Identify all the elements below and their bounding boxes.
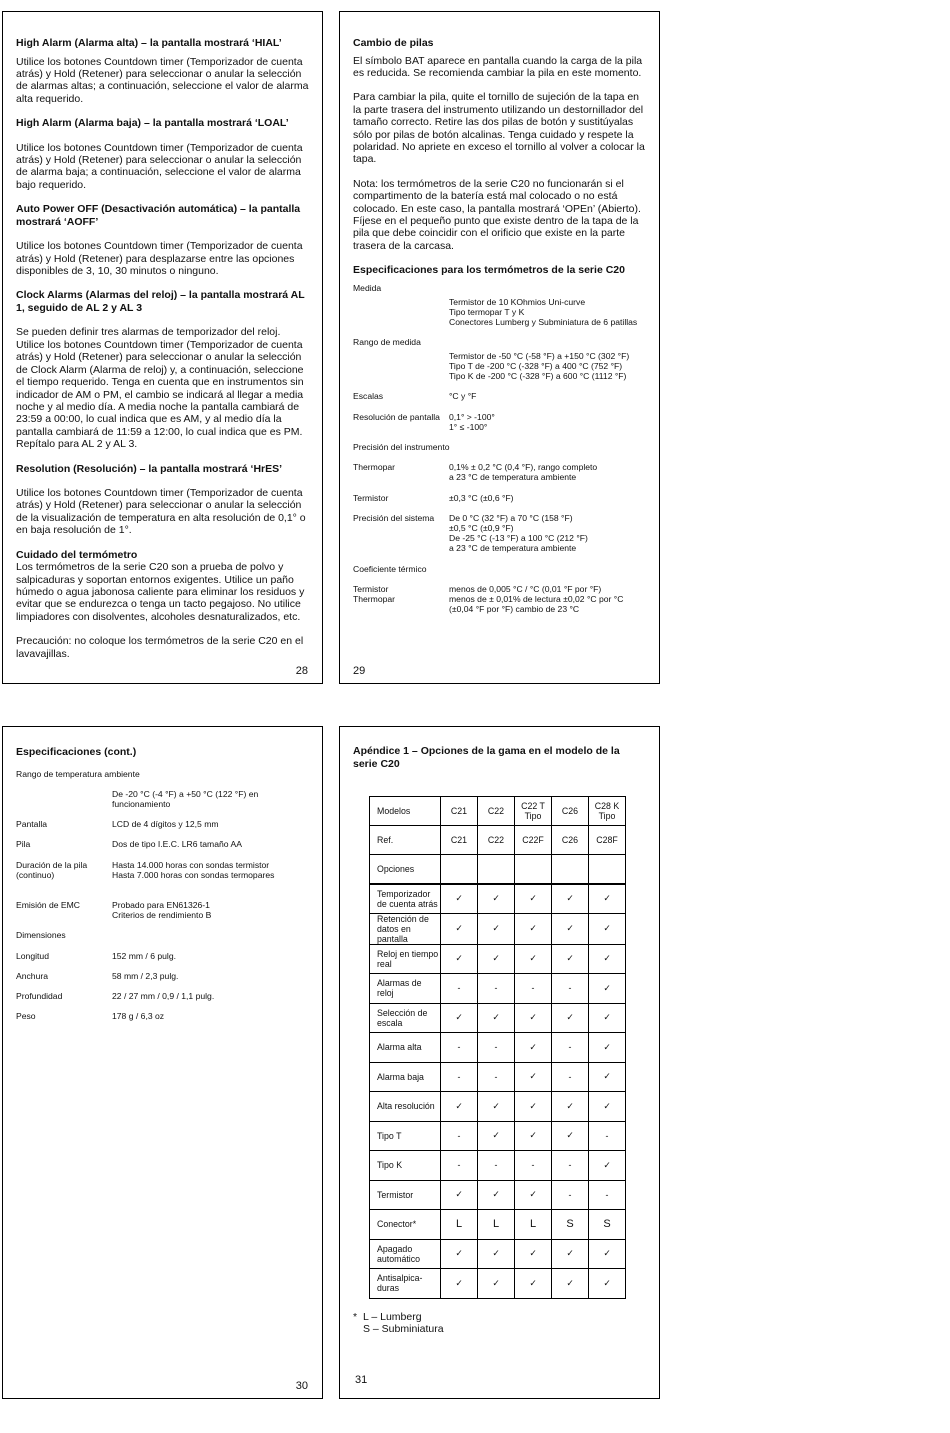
option-value: - [589, 1121, 626, 1151]
model-cell: C21 [441, 797, 478, 826]
options-table [369, 796, 626, 1299]
care-body: Los termómetros de la serie C20 son a prueba de polvo y salpicaduras y soportan entornos exigentes. Utilice un paño húmedo o agua jabonosa caliente para eliminar los residuos y evitar que se endurezca o tenga un tacto pegajoso. No utilice limpiadores con disolventes, alcoholes desnaturalizados, etc. [16, 561, 305, 623]
option-row [370, 1003, 626, 1033]
option-value: S [552, 1210, 589, 1240]
option-value: ✓ [478, 884, 515, 914]
spec-list [353, 283, 647, 615]
spec-value: menos de ± 0,01% de lectura ±0,02 °C por °C [449, 593, 624, 604]
option-value: - [552, 1180, 589, 1210]
model-cell: C22 [478, 797, 515, 826]
resolution-body: Utilice los botones Countdown timer (Temporizador de cuenta atrás) y Hold (Retener) para seleccionar o anular la selección de la visualización de temperatura en alta resolución de 0,1° o en baja resolución de 1°. [16, 487, 306, 537]
battery-para-3: Nota: los termómetros de la serie C20 no funcionarán si el compartimento de la batería está mal colocado o no está colocado. En este caso, la pantalla mostrará ‘OPEn’ (Abierto). Fíjese en el pequeño punto que existe dentro de la tapa de la pila que debe coincidir con el orificio que existe en la parte trasera de la carcasa. [353, 177, 641, 252]
option-value: ✓ [515, 1092, 552, 1122]
ref-cell: C21 [441, 826, 478, 855]
spec-label: Rango de temperatura ambiente [16, 768, 140, 779]
options-body [370, 884, 626, 1299]
spec-cont-title: Especificaciones (cont.) [16, 746, 137, 758]
ref-cell: C22F [515, 826, 552, 855]
option-value: ✓ [515, 944, 552, 974]
option-name: Tipo K [370, 1151, 441, 1181]
option-value: L [441, 1210, 478, 1240]
spec-value: 1° ≤ -100° [449, 421, 488, 432]
option-value: ✓ [441, 884, 478, 914]
auto-power-off-body: Utilice los botones Countdown timer (Temporizador de cuenta atrás) y Hold (Retener) para desplazarse entre las opciones disponibles de 3, 10, 30 minutos o ninguno. [16, 240, 303, 278]
option-value: L [478, 1210, 515, 1240]
spec-value: Hasta 14.000 horas con sondas termistor [112, 859, 270, 870]
option-value: ✓ [589, 1092, 626, 1122]
page-29-content [353, 37, 647, 614]
spec-label: Thermopar [353, 462, 396, 473]
care-caution: Precaución: no coloque los termómetros de la serie C20 en el lavavajillas. [16, 635, 304, 660]
footnote [353, 1311, 444, 1335]
option-value: - [515, 974, 552, 1004]
spec-value: funcionamiento [112, 798, 171, 809]
option-value: - [589, 1180, 626, 1210]
spec-value: 178 g / 6,3 oz [112, 1011, 165, 1022]
option-value: ✓ [515, 1269, 552, 1299]
option-value: - [552, 1033, 589, 1063]
option-name: Termistor [370, 1180, 441, 1210]
option-value: ✓ [589, 1003, 626, 1033]
option-name: Temporizador de cuenta atrás [370, 884, 441, 914]
option-value: ✓ [589, 1033, 626, 1063]
option-value: ✓ [441, 1180, 478, 1210]
spec-label: Thermopar [353, 593, 396, 604]
option-name: Antisalpica-duras [370, 1269, 441, 1299]
option-name: Apagado automático [370, 1239, 441, 1269]
option-name: Alarma alta [370, 1033, 441, 1063]
option-value: ✓ [552, 1121, 589, 1151]
spec-label: Resolución de pantalla [353, 411, 440, 422]
spec-label: Anchura [16, 970, 49, 981]
option-value: ✓ [552, 1269, 589, 1299]
spec-label: Dimensiones [16, 930, 66, 941]
resolution-title: Resolution (Resolución) – la pantalla mostrará ‘HrES’ [16, 462, 283, 475]
footnote-subminiature: S – Subminiatura [363, 1323, 444, 1335]
option-value: ✓ [589, 1151, 626, 1181]
option-value: - [441, 1151, 478, 1181]
option-name: Alta resolución [370, 1092, 441, 1122]
option-value: - [441, 1062, 478, 1092]
spec-title: Especificaciones para los termómetros de la serie C20 [353, 264, 625, 277]
option-value: - [552, 1151, 589, 1181]
option-value: ✓ [515, 1180, 552, 1210]
spec-value: Conectores Lumberg y Subminiatura de 6 patillas [449, 317, 638, 328]
spec-value: Probado para EN61326-1 [112, 899, 210, 910]
page-29 [339, 11, 660, 684]
option-value: - [515, 1151, 552, 1181]
option-value: ✓ [552, 944, 589, 974]
option-value: ✓ [478, 1180, 515, 1210]
spec-label: Rango de medida [353, 336, 421, 347]
spec-cont-list [16, 769, 310, 1022]
spec-value: De 0 °C (32 °F) a 70 °C (158 °F) [449, 512, 573, 523]
low-alarm-body: Utilice los botones Countdown timer (Temporizador de cuenta atrás) y Hold (Retener) para seleccionar o anular la selección de alarma baja; a continuación, seleccione el valor de alarma bajo requerido. [16, 141, 303, 191]
battery-para-1: El símbolo BAT aparece en pantalla cuando la carga de la pila es reducida. Se recomienda cambiar la pila en este momento. [353, 54, 643, 79]
spec-value: De -20 °C (-4 °F) a +50 °C (122 °F) en [112, 788, 259, 799]
spec-value: Dos de tipo I.E.C. LR6 tamaño AA [112, 839, 242, 850]
spec-value: menos de 0,005 °C / °C (0,01 °F por °F) [449, 583, 602, 594]
spec-value: Hasta 7.000 horas con sondas termopares [112, 869, 275, 880]
spec-label: Peso [16, 1011, 36, 1022]
option-value: S [589, 1210, 626, 1240]
option-value: ✓ [441, 944, 478, 974]
spec-value: Termistor de 10 KOhmios Uni-curve [449, 296, 586, 307]
page-30 [2, 726, 323, 1399]
option-name: Alarmas de reloj [370, 974, 441, 1004]
page-31-content [353, 745, 647, 770]
option-value: ✓ [441, 913, 478, 944]
spec-label: Pantalla [16, 819, 48, 830]
spec-value: Tipo T de -200 °C (-328 °F) a 400 °C (752 °F) [449, 360, 623, 371]
spec-value: 0,1% ± 0,2 °C (0,4 °F), rango completo [449, 462, 598, 473]
spec-label: Coeficiente térmico [353, 563, 427, 574]
option-value: ✓ [478, 1239, 515, 1269]
page-30-content [16, 746, 310, 1021]
option-value: - [478, 1151, 515, 1181]
model-cell: C28 K Tipo [589, 797, 626, 826]
option-row [370, 1210, 626, 1240]
option-value: ✓ [441, 1003, 478, 1033]
spec-label: Pila [16, 839, 31, 850]
clock-alarms-title: Clock Alarms (Alarmas del reloj) – la pantalla mostrará AL 1, seguido de AL 2 y AL 3 [16, 289, 305, 314]
option-row [370, 884, 626, 914]
option-value: ✓ [441, 1092, 478, 1122]
spec-label: Termistor [353, 492, 389, 503]
page-28 [2, 11, 323, 684]
option-name: Retención de datos en pantalla [370, 913, 441, 944]
option-value: - [478, 1062, 515, 1092]
option-value: - [441, 974, 478, 1004]
model-cell: C22 T Tipo [515, 797, 552, 826]
spec-label: Longitud [16, 950, 49, 961]
page-28-content [16, 37, 310, 660]
spec-value: LCD de 4 dígitos y 12,5 mm [112, 819, 219, 830]
spec-label: Precisión del sistema [353, 512, 435, 523]
spec-value: ±0,5 °C (±0,9 °F) [449, 522, 514, 533]
ref-row [370, 826, 626, 855]
ref-header: Ref. [370, 826, 441, 855]
spec-label: Medida [353, 282, 382, 293]
ref-cell: C28F [589, 826, 626, 855]
option-value: ✓ [552, 1003, 589, 1033]
spec-label: Termistor [353, 583, 389, 594]
care-title: Cuidado del termómetro [16, 548, 138, 561]
option-value: - [478, 974, 515, 1004]
option-row [370, 1092, 626, 1122]
options-header: Opciones [370, 855, 441, 884]
option-value: ✓ [552, 1239, 589, 1269]
clock-alarms-body: Se pueden definir tres alarmas de temporizador del reloj. Utilice los botones Countdown timer (Temporizador de cuenta atrás) y Hold (Retener) para seleccionar o anular la selección de Clock Alarm (Alarma de reloj) y, a continuación, seleccione el tiempo requerido. Tenga en cuenta que en instrumentos sin indicador de AM o PM, el cambio se indicará al llegar a media noche y al medio día. A media noche la pantalla cambiará de 23:59 a 00:00, lo cual indica que es AM, y al medio día la pantalla cambiará de 11:59 a 12:00, lo cual indica que es PM. Repítalo para AL 2 y AL 3. [16, 326, 304, 451]
option-name: Tipo T [370, 1121, 441, 1151]
ref-cell: C26 [552, 826, 589, 855]
option-row [370, 1239, 626, 1269]
models-header: Modelos [370, 797, 441, 826]
option-value: ✓ [515, 1062, 552, 1092]
option-name: Selección de escala [370, 1003, 441, 1033]
spec-label: Emisión de EMC [16, 899, 80, 910]
option-name: Alarma baja [370, 1062, 441, 1092]
spec-value: De -25 °C (-13 °F) a 100 °C (212 °F) [449, 533, 588, 544]
option-row [370, 1151, 626, 1181]
option-row [370, 974, 626, 1004]
page-31 [339, 726, 660, 1399]
option-name: Conector* [370, 1210, 441, 1240]
option-row [370, 1121, 626, 1151]
option-value: ✓ [589, 1062, 626, 1092]
battery-title: Cambio de pilas [353, 37, 434, 49]
option-value: ✓ [589, 884, 626, 914]
spec-label: Escalas [353, 391, 384, 402]
spec-value: Tipo K de -200 °C (-328 °F) a 600 °C (1112 °F) [449, 371, 627, 382]
option-value: - [552, 1062, 589, 1092]
option-value: - [441, 1121, 478, 1151]
spec-value: 152 mm / 6 pulg. [112, 950, 177, 961]
option-value: ✓ [589, 974, 626, 1004]
spec-value: ±0,3 °C (±0,6 °F) [449, 492, 514, 503]
option-value: ✓ [478, 944, 515, 974]
option-value: ✓ [552, 913, 589, 944]
spec-value: (±0,04 °F por °F) cambio de 23 °C [449, 604, 580, 615]
option-value: ✓ [515, 913, 552, 944]
option-row [370, 1033, 626, 1063]
page-number: 30 [295, 1380, 308, 1392]
option-value: - [441, 1033, 478, 1063]
high-alarm-body: Utilice los botones Countdown timer (Temporizador de cuenta atrás) y Hold (Retener) para seleccionar o anular la selección de alarmas altas; a continuación, seleccione el valor de alarma alta requerido. [16, 55, 309, 105]
option-row [370, 1269, 626, 1299]
option-value: ✓ [552, 1092, 589, 1122]
page-number: 31 [355, 1374, 368, 1386]
option-value: ✓ [589, 944, 626, 974]
option-value: ✓ [478, 1003, 515, 1033]
high-alarm-title: High Alarm (Alarma alta) – la pantalla mostrará ‘HIAL’ [16, 37, 282, 49]
option-value: ✓ [478, 1092, 515, 1122]
footnote-star: * [353, 1311, 358, 1323]
appendix-title: Apéndice 1 – Opciones de la gama en el modelo de la serie C20 [353, 745, 620, 770]
option-value: ✓ [478, 1269, 515, 1299]
option-name: Reloj en tiempo real [370, 944, 441, 974]
auto-power-off-title: Auto Power OFF (Desactivación automática) – la pantalla mostrará ‘AOFF’ [16, 203, 301, 228]
option-value: ✓ [478, 1121, 515, 1151]
option-row [370, 913, 626, 944]
models-row [370, 797, 626, 826]
spec-label: Precisión del instrumento [353, 441, 450, 452]
model-cell: C26 [552, 797, 589, 826]
spec-value: 22 / 27 mm / 0,9 / 1,1 pulg. [112, 990, 215, 1001]
spec-value: Criterios de rendimiento B [112, 910, 212, 921]
spec-label: Profundidad [16, 990, 63, 1001]
option-value: ✓ [589, 1269, 626, 1299]
spec-value: a 23 °C de temperatura ambiente [449, 543, 577, 554]
option-value: ✓ [515, 1121, 552, 1151]
page-number: 28 [295, 665, 308, 677]
option-value: ✓ [552, 884, 589, 914]
spec-label: Duración de la pila [16, 859, 88, 870]
battery-para-2: Para cambiar la pila, quite el tornillo de sujeción de la tapa en la parte trasera del instrumento utilizando un destornillador del tamaño correcto. Retire las dos pilas de botón y sustitúyalas sólo por pilas de botón alcalinas. Tenga cuidado y respete la polaridad. No apriete en exceso el tornillo al volver a colocar la tapa. [353, 91, 645, 166]
option-row [370, 1180, 626, 1210]
option-row [370, 1062, 626, 1092]
option-value: ✓ [515, 884, 552, 914]
option-value: ✓ [515, 1003, 552, 1033]
page-number: 29 [353, 665, 366, 677]
options-header-row [370, 855, 626, 884]
option-value: ✓ [515, 1033, 552, 1063]
option-value: ✓ [441, 1239, 478, 1269]
spec-value: 0,1° > -100° [449, 411, 495, 422]
spec-value: a 23 °C de temperatura ambiente [449, 472, 577, 483]
ref-cell: C22 [478, 826, 515, 855]
spec-value: Termistor de -50 °C (-58 °F) a +150 °C (302 °F) [449, 350, 630, 361]
option-value: L [515, 1210, 552, 1240]
option-value: - [478, 1033, 515, 1063]
option-value: - [552, 974, 589, 1004]
footnote-lumberg: L – Lumberg [363, 1311, 422, 1323]
option-value: ✓ [589, 913, 626, 944]
spec-value: °C y °F [449, 391, 477, 402]
spec-value: 58 mm / 2,3 pulg. [112, 970, 179, 981]
spec-value: Tipo termopar T y K [449, 307, 525, 318]
option-value: ✓ [515, 1239, 552, 1269]
option-value: ✓ [478, 913, 515, 944]
option-value: ✓ [589, 1239, 626, 1269]
option-row [370, 944, 626, 974]
low-alarm-title: High Alarm (Alarma baja) – la pantalla mostrará ‘LOAL’ [16, 117, 289, 130]
option-value: ✓ [441, 1269, 478, 1299]
spec-label: (continuo) [16, 869, 55, 880]
